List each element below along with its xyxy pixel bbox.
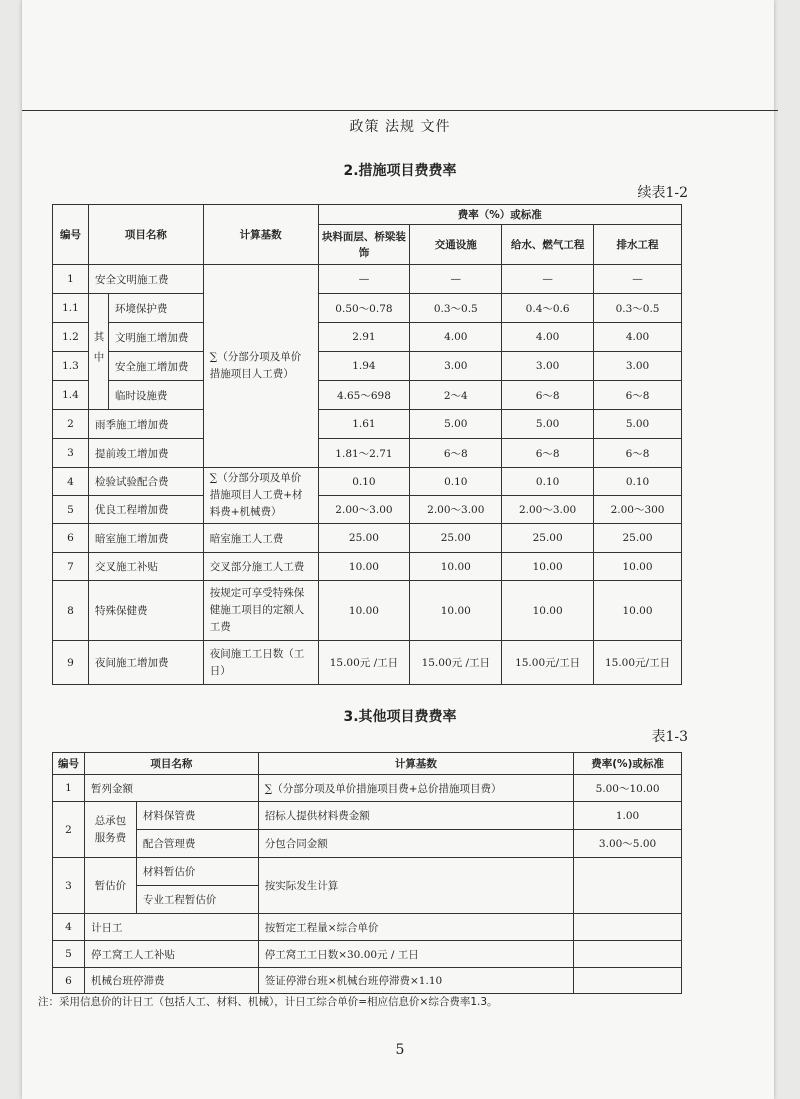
table-row <box>53 410 682 439</box>
row-c1: 0.10 <box>318 468 410 496</box>
row-group: 总承包服务费 <box>84 802 136 858</box>
row-c3: 5.00 <box>502 410 594 439</box>
row-name: 材料保管费 <box>136 802 258 830</box>
row-basis: 交叉部分施工人工费 <box>203 553 318 581</box>
table-row <box>53 468 682 496</box>
header-c2: 交通设施 <box>410 225 502 265</box>
row-c1: 1.81～2.71 <box>318 439 410 468</box>
row-c1: 10.00 <box>318 581 410 641</box>
row-rate <box>574 914 682 941</box>
row-basis: 夜间施工工日数（工日） <box>203 641 318 685</box>
row-no: 4 <box>53 468 89 496</box>
table-row <box>53 775 682 802</box>
row-name: 优良工程增加费 <box>88 496 203 524</box>
row-no: 3 <box>53 439 89 468</box>
row-c4: 15.00元/工日 <box>594 641 682 685</box>
row-rate <box>574 941 682 968</box>
header-c3: 给水、燃气工程 <box>502 225 594 265</box>
row-name: 提前竣工增加费 <box>88 439 203 468</box>
row-no: 1.1 <box>53 294 89 323</box>
row-rate: 3.00～5.00 <box>574 830 682 858</box>
row-no: 1 <box>53 265 89 294</box>
row-c3: 0.10 <box>502 468 594 496</box>
row-c1: 1.61 <box>318 410 410 439</box>
row-no: 1.3 <box>53 352 89 381</box>
row-c1: 25.00 <box>318 524 410 553</box>
qizhong-label: 其中 <box>88 294 108 410</box>
table-row <box>53 968 682 994</box>
row-c4: 3.00 <box>594 352 682 381</box>
page-header: 政策 法规 文件 <box>349 119 451 135</box>
table-row <box>53 323 682 352</box>
table-row <box>53 641 682 685</box>
page-number: 5 <box>395 1042 405 1058</box>
row-c4: 25.00 <box>594 524 682 553</box>
row-rate <box>574 968 682 994</box>
row-c4: 4.00 <box>594 323 682 352</box>
row-c3: 10.00 <box>502 553 594 581</box>
row-c1: 15.00元 /工日 <box>318 641 410 685</box>
row-c4: 6～8 <box>594 381 682 410</box>
row-c2: 0.10 <box>410 468 502 496</box>
row-c4: 0.3～0.5 <box>594 294 682 323</box>
basis-group-1: ∑（分部分项及单价措施项目人工费） <box>203 265 318 468</box>
row-c2: 5.00 <box>410 410 502 439</box>
row-c2: 6～8 <box>410 439 502 468</box>
row-name: 暂列金额 <box>84 775 258 802</box>
row-basis: 分包合同金额 <box>258 830 573 858</box>
row-c2: — <box>410 265 502 294</box>
table-row <box>53 381 682 410</box>
row-rate <box>574 858 682 914</box>
row-c4: 0.10 <box>594 468 682 496</box>
row-name: 安全文明施工费 <box>88 265 203 294</box>
row-name: 临时设施费 <box>108 381 203 410</box>
row-name: 环境保护费 <box>108 294 203 323</box>
row-no: 2 <box>53 802 85 858</box>
header-name: 项目名称 <box>88 205 203 265</box>
row-basis: 暗室施工人工费 <box>203 524 318 553</box>
row-basis: 按暂定工程量×综合单价 <box>258 914 573 941</box>
row-c1: 0.50～0.78 <box>318 294 410 323</box>
header-no: 编号 <box>53 753 85 775</box>
row-c2: 25.00 <box>410 524 502 553</box>
row-name: 材料暂估价 <box>136 858 258 886</box>
row-c3: 3.00 <box>502 352 594 381</box>
row-c3: 6～8 <box>502 381 594 410</box>
row-c2: 10.00 <box>410 553 502 581</box>
row-c4: 6～8 <box>594 439 682 468</box>
row-c2: 4.00 <box>410 323 502 352</box>
row-c1: 2.91 <box>318 323 410 352</box>
header-c4: 排水工程 <box>594 225 682 265</box>
table-row <box>53 294 682 323</box>
section2-table-label: 续表1-2 <box>637 185 688 201</box>
table-header-row <box>53 753 682 775</box>
row-name: 特殊保健费 <box>88 581 203 641</box>
row-name: 暗室施工增加费 <box>88 524 203 553</box>
row-c2: 15.00元 /工日 <box>410 641 502 685</box>
row-c3: 6～8 <box>502 439 594 468</box>
table-row <box>53 352 682 381</box>
row-c2: 2.00～3.00 <box>410 496 502 524</box>
header-c1: 块料面层、桥梁装饰 <box>318 225 410 265</box>
row-no: 5 <box>53 496 89 524</box>
header-basis: 计算基数 <box>258 753 573 775</box>
row-c4: 10.00 <box>594 581 682 641</box>
table-row <box>53 941 682 968</box>
row-c4: 5.00 <box>594 410 682 439</box>
section3-table-label: 表1-3 <box>651 729 688 745</box>
row-c3: 25.00 <box>502 524 594 553</box>
table-row <box>53 581 682 641</box>
row-c4: 2.00～300 <box>594 496 682 524</box>
table-header-row <box>53 205 682 225</box>
row-name: 安全施工增加费 <box>108 352 203 381</box>
row-c1: 10.00 <box>318 553 410 581</box>
row-no: 2 <box>53 410 89 439</box>
row-c3: 15.00元/工日 <box>502 641 594 685</box>
table-row <box>53 830 682 858</box>
row-c1: 4.65～698 <box>318 381 410 410</box>
row-c3: 4.00 <box>502 323 594 352</box>
row-name: 配合管理费 <box>136 830 258 858</box>
row-basis: ∑（分部分项及单价措施项目费+总价措施项目费） <box>258 775 573 802</box>
table-row <box>53 553 682 581</box>
row-c3: 10.00 <box>502 581 594 641</box>
header-basis: 计算基数 <box>203 205 318 265</box>
table-row <box>53 265 682 294</box>
row-c1: — <box>318 265 410 294</box>
row-no: 1 <box>53 775 85 802</box>
header-rate: 费率(%)或标准 <box>574 753 682 775</box>
row-no: 4 <box>53 914 85 941</box>
row-name: 文明施工增加费 <box>108 323 203 352</box>
row-no: 1.2 <box>53 323 89 352</box>
row-c2: 3.00 <box>410 352 502 381</box>
measures-fee-table <box>52 204 682 685</box>
row-rate: 5.00～10.00 <box>574 775 682 802</box>
other-fee-table <box>52 752 682 994</box>
row-name: 专业工程暂估价 <box>136 886 258 914</box>
row-name: 停工窝工人工补贴 <box>84 941 258 968</box>
header-no: 编号 <box>53 205 89 265</box>
row-name: 计日工 <box>84 914 258 941</box>
row-no: 5 <box>53 941 85 968</box>
table-row <box>53 914 682 941</box>
table-row <box>53 524 682 553</box>
table-row <box>53 496 682 524</box>
header-rate: 费率（%）或标准 <box>318 205 681 225</box>
row-no: 6 <box>53 968 85 994</box>
header-name: 项目名称 <box>84 753 258 775</box>
row-basis: 按规定可享受特殊保健施工项目的定额人工费 <box>203 581 318 641</box>
section2-title: 2.措施项目费费率 <box>343 163 457 179</box>
row-c2: 2～4 <box>410 381 502 410</box>
row-rate: 1.00 <box>574 802 682 830</box>
row-no: 7 <box>53 553 89 581</box>
row-c4: — <box>594 265 682 294</box>
row-no: 9 <box>53 641 89 685</box>
table-row <box>53 439 682 468</box>
row-c2: 0.3～0.5 <box>410 294 502 323</box>
row-basis: 停工窝工工日数×30.00元 / 工日 <box>258 941 573 968</box>
row-name: 交叉施工补贴 <box>88 553 203 581</box>
table-row <box>53 802 682 830</box>
row-name: 机械台班停滞费 <box>84 968 258 994</box>
header-rule <box>22 110 778 111</box>
row-c3: 0.4～0.6 <box>502 294 594 323</box>
row-basis: 招标人提供材料费金额 <box>258 802 573 830</box>
row-c3: 2.00～3.00 <box>502 496 594 524</box>
row-name: 夜间施工增加费 <box>88 641 203 685</box>
footnote: 注：采用信息价的计日工（包括人工、材料、机械），计日工综合单价=相应信息价×综合费率1.3。 <box>38 996 498 1008</box>
row-no: 6 <box>53 524 89 553</box>
row-basis: 签证停滞台班×机械台班停滞费×1.10 <box>258 968 573 994</box>
row-c2: 10.00 <box>410 581 502 641</box>
row-name: 雨季施工增加费 <box>88 410 203 439</box>
row-group: 暂估价 <box>84 858 136 914</box>
row-c4: 10.00 <box>594 553 682 581</box>
row-c1: 1.94 <box>318 352 410 381</box>
section3-title: 3.其他项目费费率 <box>343 709 457 725</box>
row-no: 8 <box>53 581 89 641</box>
row-c3: — <box>502 265 594 294</box>
row-no: 1.4 <box>53 381 89 410</box>
table-row <box>53 858 682 886</box>
row-name: 检验试验配合费 <box>88 468 203 496</box>
row-basis: 按实际发生计算 <box>258 858 573 914</box>
basis-group-2: ∑（分部分项及单价措施项目人工费+材料费+机械费） <box>203 468 318 524</box>
row-c1: 2.00～3.00 <box>318 496 410 524</box>
row-no: 3 <box>53 858 85 914</box>
